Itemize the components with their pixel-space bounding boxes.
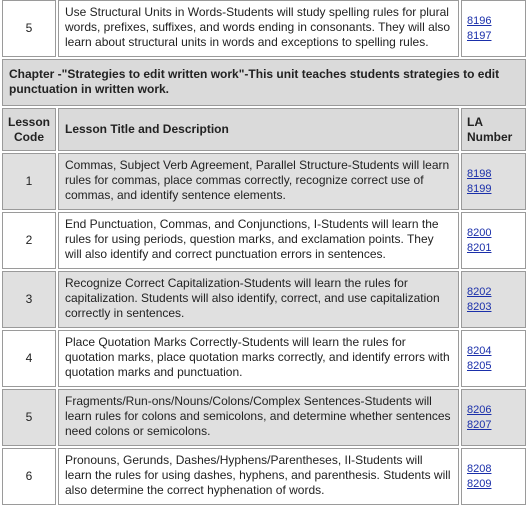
lesson-description: End Punctuation, Commas, and Conjunctions, I-Students will learn the rules for using periods, question marks, and exclamation points. They will also identify and correct punctuation errors in sentences.	[58, 212, 459, 269]
lesson-description: Commas, Subject Verb Agreement, Parallel Structure-Students will learn rules for commas, place commas correctly, recognize correct use of commas, and identify sentence elements.	[58, 153, 459, 210]
la-number-cell	[461, 153, 526, 210]
table-row	[2, 212, 526, 269]
la-number-cell	[461, 271, 526, 328]
table-row	[2, 271, 526, 328]
lesson-code: 3	[2, 271, 56, 328]
la-number-link[interactable]: 8199	[467, 182, 492, 195]
la-number-link[interactable]: 8208	[467, 462, 492, 475]
lesson-code: 6	[2, 448, 56, 505]
table-row	[2, 0, 526, 57]
la-number-link[interactable]: 8198	[467, 167, 492, 180]
la-number-link[interactable]: 8201	[467, 241, 492, 254]
la-number-cell	[461, 212, 526, 269]
header-row	[2, 108, 526, 151]
la-number-cell	[461, 0, 526, 57]
header-la-number: LA Number	[461, 108, 526, 151]
la-number-link[interactable]: 8206	[467, 403, 492, 416]
lesson-code: 4	[2, 330, 56, 387]
lesson-description: Recognize Correct Capitalization-Students will learn the rules for capitalization. Students will also identify, correct, and use capitalization correctly in sentences.	[58, 271, 459, 328]
la-number-link[interactable]: 8200	[467, 226, 492, 239]
la-number-cell	[461, 448, 526, 505]
la-number-link[interactable]: 8197	[467, 29, 492, 42]
table-row	[2, 330, 526, 387]
table-row	[2, 448, 526, 505]
lesson-description: Fragments/Run-ons/Nouns/Colons/Complex Sentences-Students will learn rules for colons and semicolons, and determine whether sentences need colons or semicolons.	[58, 389, 459, 446]
la-number-link[interactable]: 8205	[467, 359, 492, 372]
lesson-code: 5	[2, 389, 56, 446]
lesson-description: Place Quotation Marks Correctly-Students will learn the rules for quotation marks, place quotation marks correctly, and identify errors with quotation marks and punctuation.	[58, 330, 459, 387]
lesson-description: Pronouns, Gerunds, Dashes/Hyphens/Parentheses, II-Students will learn the rules for using dashes, hyphens, and parenthesis. Students will also determine the correct hyphenation of words.	[58, 448, 459, 505]
la-number-link[interactable]: 8202	[467, 285, 492, 298]
header-lesson-code: Lesson Code	[2, 108, 56, 151]
la-number-cell	[461, 389, 526, 446]
la-number-link[interactable]: 8203	[467, 300, 492, 313]
chapter-title: Chapter -"Strategies to edit written work"-This unit teaches students strategies to edit punctuation in written work.	[2, 59, 526, 106]
la-number-link[interactable]: 8207	[467, 418, 492, 431]
la-number-link[interactable]: 8196	[467, 14, 492, 27]
lesson-description: Use Structural Units in Words-Students will study spelling rules for plural words, prefixes, suffixes, and words ending in consonants. They will also learn about structural units in words and exceptions to spelling rules.	[58, 0, 459, 57]
la-number-link[interactable]: 8204	[467, 344, 492, 357]
header-lesson-title: Lesson Title and Description	[58, 108, 459, 151]
chapter-row	[2, 59, 526, 106]
lesson-code: 5	[2, 0, 56, 57]
la-number-cell	[461, 330, 526, 387]
la-number-link[interactable]: 8209	[467, 477, 492, 490]
lesson-code: 2	[2, 212, 56, 269]
table-row	[2, 153, 526, 210]
table-row	[2, 389, 526, 446]
lesson-code: 1	[2, 153, 56, 210]
